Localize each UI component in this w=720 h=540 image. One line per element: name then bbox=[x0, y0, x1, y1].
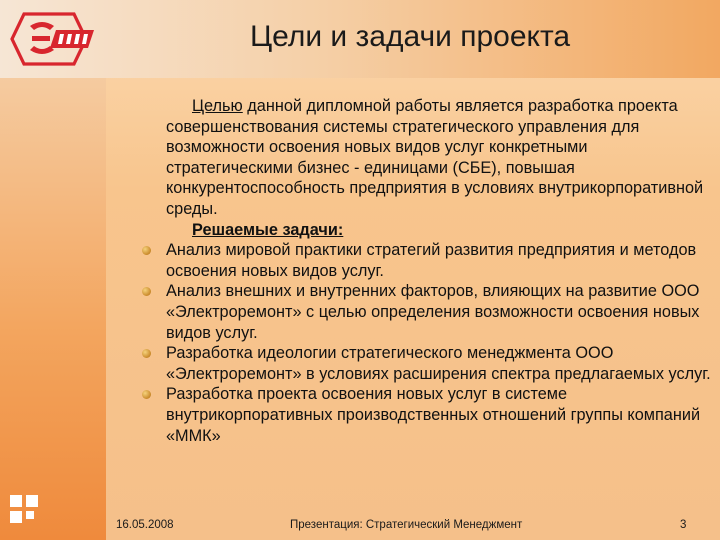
bullet-icon bbox=[142, 349, 151, 358]
tasks-heading: Решаемые задачи: bbox=[192, 220, 344, 239]
task-text: Разработка идеологии стратегического менеджмента ООО «Электроремонт» в условиях расширения спектра предлагаемых услуг. bbox=[166, 344, 711, 383]
intro-text: данной дипломной работы является разработка проекта совершенствования системы стратегического управления для возможности освоения новых видов услуг конкретными стратегическими бизнес - единицами (СБЕ), повышая конкурентоспособность предприятия в условиях внутрикорпоративной среды. bbox=[166, 97, 704, 218]
footer-presentation-title: Презентация: Стратегический Менеджмент bbox=[290, 519, 523, 531]
task-item bbox=[166, 384, 714, 446]
bullet-icon bbox=[142, 287, 151, 296]
footer-date: 16.05.2008 bbox=[116, 519, 174, 531]
intro-lead: Целью bbox=[192, 97, 243, 115]
left-decor-bar bbox=[0, 78, 106, 540]
task-item bbox=[166, 240, 714, 281]
company-logo-icon bbox=[8, 8, 98, 70]
slide-body bbox=[166, 96, 714, 446]
task-text: Анализ внешних и внутренних факторов, влияющих на развитие ООО «Электроремонт» с целью определения возможности освоения новых видов услуг. bbox=[166, 282, 700, 342]
task-text: Разработка проекта освоения новых услуг в системе внутрикорпоративных производственных отношений группы компаний «ММК» bbox=[166, 385, 701, 445]
decor-squares-icon bbox=[10, 495, 44, 529]
slide-header bbox=[0, 0, 720, 78]
task-item bbox=[166, 343, 714, 384]
slide-title: Цели и задачи проекта bbox=[249, 20, 571, 53]
page-number: 3 bbox=[680, 519, 687, 531]
tasks-heading-row bbox=[166, 220, 714, 241]
bullet-icon bbox=[142, 390, 151, 399]
task-text: Анализ мировой практики стратегий развития предприятия и методов освоения новых видов услуг. bbox=[166, 241, 697, 280]
task-item bbox=[166, 281, 714, 343]
intro-paragraph bbox=[166, 96, 714, 220]
bullet-icon bbox=[142, 246, 151, 255]
